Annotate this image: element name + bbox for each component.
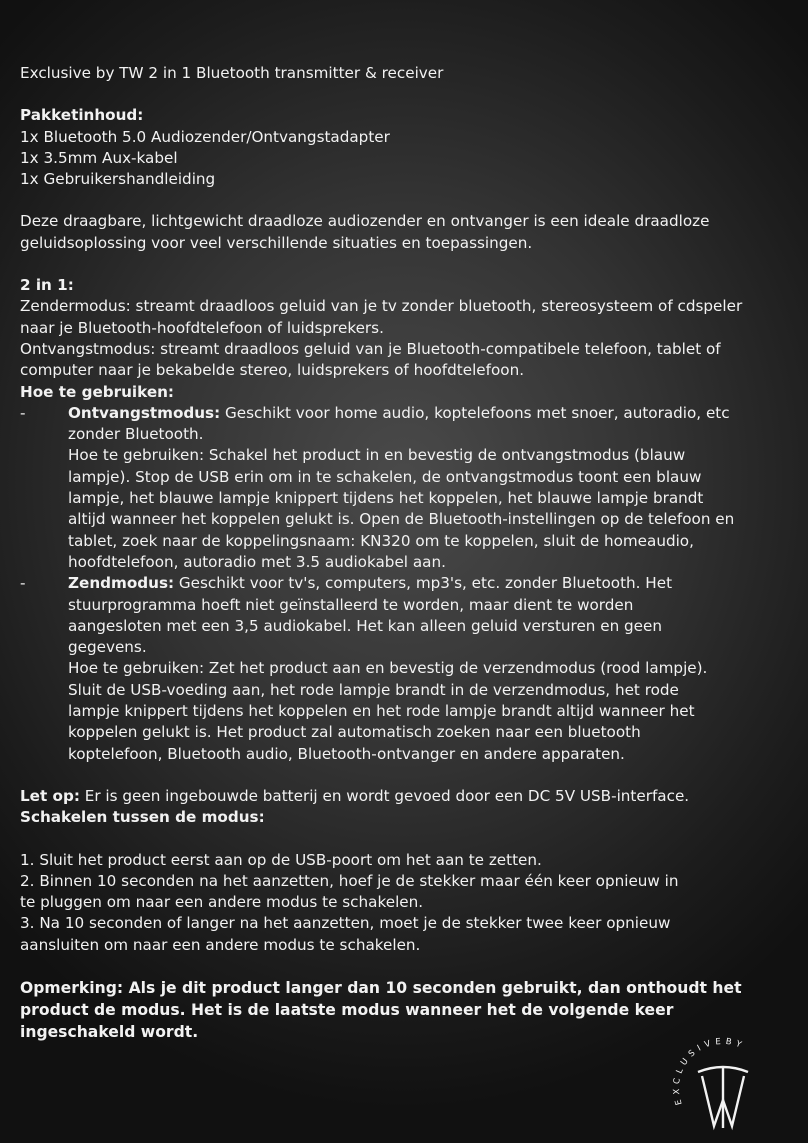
contents-item: 1x 3.5mm Aux-kabel (20, 148, 178, 167)
send-mode-desc: Zendmodus: Geschikt voor tv's, computers, mp3's, etc. zonder Bluetooth. Het stuurprogramma hoeft niet geïnstalleerd te worden, maar dient te worden aangesloten met een 3,5 audiokabel. Het kan alleen geluid versturen en geen gegevens. (68, 574, 673, 657)
receive-mode-item (20, 403, 740, 573)
intro-paragraph: Deze draagbare, lichtgewicht draadloze audiozender en ontvanger is een ideale draadloze geluidsoplossing voor veel verschillende situaties en toepassingen. (20, 212, 710, 252)
receiver-mode-text: Ontvangstmodus: streamt draadloos geluid van je Bluetooth-compatibele telefoon, tablet of computer naar je bekabelde stereo, luidsprekers of hoofdtelefoon. (20, 339, 721, 380)
contents-heading: Pakketinhoud: (20, 106, 144, 125)
contents-item: 1x Bluetooth 5.0 Audiozender/Ontvangstadapter (20, 127, 390, 146)
tw-monogram-icon (698, 1067, 748, 1128)
manual-page (20, 63, 790, 1043)
two-in-one-heading: 2 in 1: (20, 276, 74, 295)
note-text: Let op: Er is geen ingebouwde batterij en wordt gevoed door een DC 5V USB-interface. (20, 786, 690, 805)
switch-step: 2. Binnen 10 seconden na het aanzetten, hoef je de stekker maar één keer opnieuw in te pluggen om naar een andere modus te schakelen. (20, 871, 679, 912)
remark-text: Opmerking: Als je dit product langer dan 10 seconden gebruikt, dan onthoudt het product de modus. Het is de laatste modus wanneer het de volgende keer ingeschakeld wordt. (20, 978, 742, 1041)
note-label: Let op: (20, 786, 80, 805)
switch-step: 3. Na 10 seconden of langer na het aanzetten, moet je de stekker twee keer opnieuw aansluiten om naar een andere modus te schakelen. (20, 914, 671, 954)
usage-heading: Hoe te gebruiken: (20, 382, 175, 401)
transmitter-mode-text: Zendermodus: streamt draadloos geluid van je tv zonder bluetooth, stereosysteem of cdspeler naar je Bluetooth-hoofdtelefoon of luidsprekers. (20, 297, 743, 337)
document-title: Exclusive by TW 2 in 1 Bluetooth transmitter & receiver (20, 64, 444, 82)
receive-mode-howto: Hoe te gebruiken: Schakel het product in en bevestig de ontvangstmodus (blauw lampje). Stop de USB erin om in te schakelen, de ontvangstmodus toont een blauw lampje, het blauwe lampje knippert tijdens het koppelen, het blauwe lampje brandt altijd wanneer het koppelen gelukt is. Open de Bluetooth-instellingen op de telefoon en tablet, zoek naar de koppelingsnaam: KN320 om te koppelen, sluit de homeaudio, hoofdtelefoon, autoradio met 3.5 audiokabel aan. (68, 446, 735, 571)
list-dash: - (20, 574, 26, 593)
send-mode-label: Zendmodus: (68, 574, 175, 593)
list-dash: - (20, 403, 26, 422)
receive-mode-desc: Ontvangstmodus: Geschikt voor home audio, koptelefoons met snoer, autoradio, etc zonder Bluetooth. (68, 403, 730, 444)
receive-mode-label: Ontvangstmodus: (68, 403, 221, 422)
send-mode-howto: Hoe te gebruiken: Zet het product aan en bevestig de verzendmodus (rood lampje). Sluit de USB-voeding aan, het rode lampje brandt in de verzendmodus, het rode lampje knippert tijdens het koppelen en het rode lampje brandt altijd wanneer het koppelen gelukt is. Het product zal automatisch zoeken naar een bluetooth koptelefoon, Bluetooth audio, Bluetooth-ontvanger en andere apparaten. (68, 659, 708, 763)
exclusive-by-tw-logo (668, 1030, 778, 1140)
contents-item: 1x Gebruikershandleiding (20, 170, 216, 189)
switch-step: 1. Sluit het product eerst aan op de USB-poort om het aan te zetten. (20, 850, 542, 869)
logo-arc-text: EXCLUSIVEBY (671, 1036, 747, 1106)
switching-heading: Schakelen tussen de modus: (20, 808, 265, 827)
send-mode-item (20, 573, 720, 765)
